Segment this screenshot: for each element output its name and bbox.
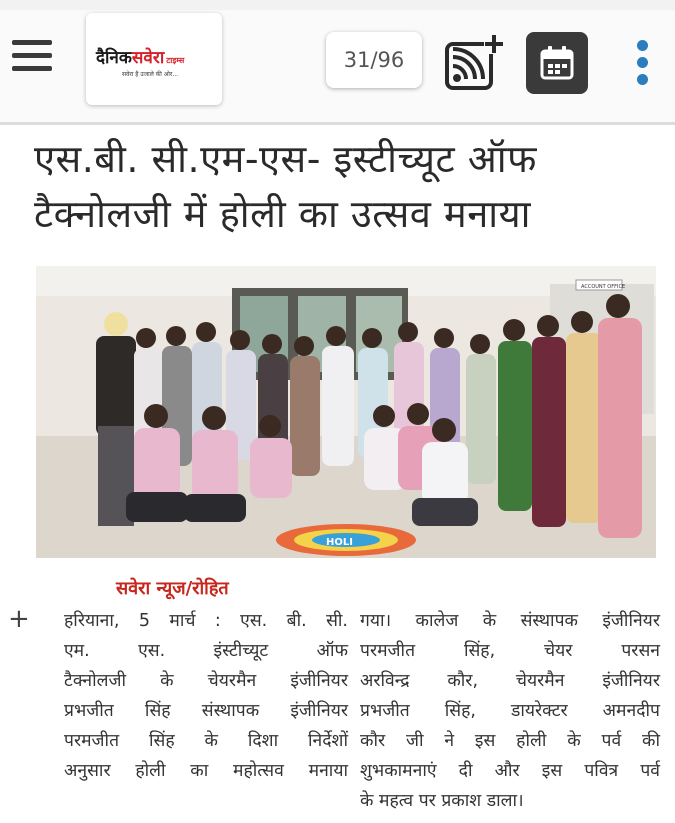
rss-add-icon[interactable] — [444, 32, 506, 94]
logo-wordmark: दैनिकसवेरा टाइम्स — [96, 48, 185, 68]
newspaper-logo[interactable] — [86, 13, 222, 105]
body-line: प्रभजीत सिंह, डायरेक्टर अमनदीप — [360, 701, 660, 721]
article-byline: सवेरा न्यूज/रोहित — [116, 578, 229, 599]
body-line: अनुसार होली का महोत्सव मनाया — [64, 761, 348, 781]
article-photo[interactable] — [36, 266, 656, 558]
body-line: एम. एस. इंस्टीच्यूट ऑफ — [64, 641, 348, 661]
headline-line-2: टैक्नोलजी में होली का उत्सव मनाया — [34, 192, 532, 236]
body-line: के महत्व पर प्रकाश डाला। — [360, 791, 524, 811]
logo-tagline: सवेरा है उजाले की ओर... — [122, 71, 179, 78]
photo-rangoli — [276, 524, 416, 556]
page-counter[interactable]: 31/96 — [326, 32, 422, 88]
article-headline — [34, 132, 654, 242]
body-line: कौर जी ने इस होली के पर्व की — [360, 731, 660, 751]
article-body-right-column — [360, 606, 660, 816]
status-bar — [0, 0, 675, 10]
body-line: परमजीत सिंह के दिशा निर्देशों — [64, 731, 348, 751]
body-line: अरविन्द्र कौर, चेयरमैन इंजीनियर — [360, 671, 660, 691]
article-body-left-column — [64, 606, 348, 786]
rangoli-text: HOLI — [326, 537, 353, 548]
body-line: शुभकामनाएं दी और इस पवित्र पर्व — [360, 761, 660, 781]
body-line: टैक्नोलजी के चेयरमैन इंजीनियर — [64, 671, 348, 691]
body-line: परमजीत सिंह, चेयर परसन — [360, 641, 660, 661]
body-line: गया। कालेज के संस्थापक इंजीनियर — [360, 611, 660, 631]
more-vertical-icon[interactable] — [630, 40, 654, 92]
top-app-bar — [0, 10, 675, 125]
headline-line-1: एस.बी. सी.एम-एस- इस्टीच्यूट ऑफ — [34, 137, 537, 181]
photo-sign-text: ACCOUNT OFFICE — [581, 284, 626, 290]
body-line: हरियाना, 5 मार्च : एस. बी. सी. — [64, 611, 348, 631]
body-line: प्रभजीत सिंह संस्थापक इंजीनियर — [64, 701, 348, 721]
plus-icon[interactable]: + — [8, 604, 30, 634]
calendar-icon[interactable] — [526, 32, 588, 94]
menu-icon[interactable] — [12, 40, 52, 72]
